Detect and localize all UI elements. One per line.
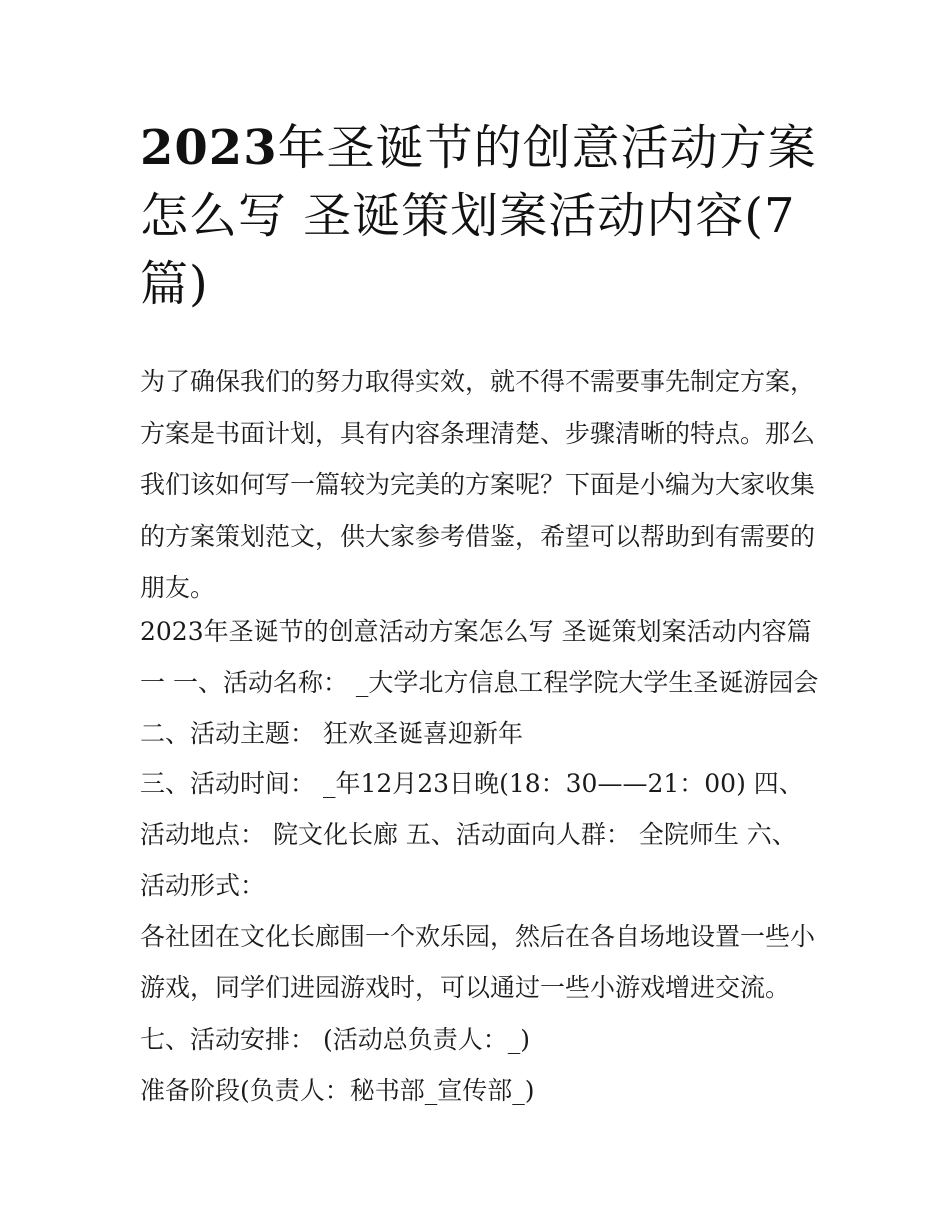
section-2-paragraph: 三、活动时间： _年12月23日晚(18：30——21：00) 四、活动地点： 院文化长廊 五、活动面向人群： 全院师生 六、活动形式：	[140, 769, 804, 900]
section-1-paragraph: 2023年圣诞节的创意活动方案怎么写 圣诞策划案活动内容篇一 一、活动名称： _大学北方信息工程学院大学生圣诞游园会 二、活动主题： 狂欢圣诞喜迎新年	[140, 617, 819, 748]
title-year: 2023	[140, 120, 278, 176]
activity-form-paragraph: 各社团在文化长廊围一个欢乐园，然后在各自场地设置一些小游戏，同学们进园游戏时，可以通过一些小游戏增进交流。	[140, 922, 816, 1002]
activity-arrangement-paragraph: 七、活动安排： (活动总负责人：_)	[140, 1025, 530, 1054]
preparation-stage-paragraph: 准备阶段(负责人：秘书部_宣传部_)	[140, 1076, 535, 1105]
title-text: 年圣诞节的创意活动方案怎么写 圣诞策划案活动内容(7篇)	[140, 120, 817, 312]
intro-paragraph: 为了确保我们的努力取得实效，就不得不需要事先制定方案，方案是书面计划，具有内容条理清楚、步骤清晰的特点。那么我们该如何写一篇较为完美的方案呢？下面是小编为大家收集的方案策划范文，供大家参考借鉴，希望可以帮助到有需要的朋友。	[140, 367, 816, 602]
document-title	[140, 114, 820, 318]
